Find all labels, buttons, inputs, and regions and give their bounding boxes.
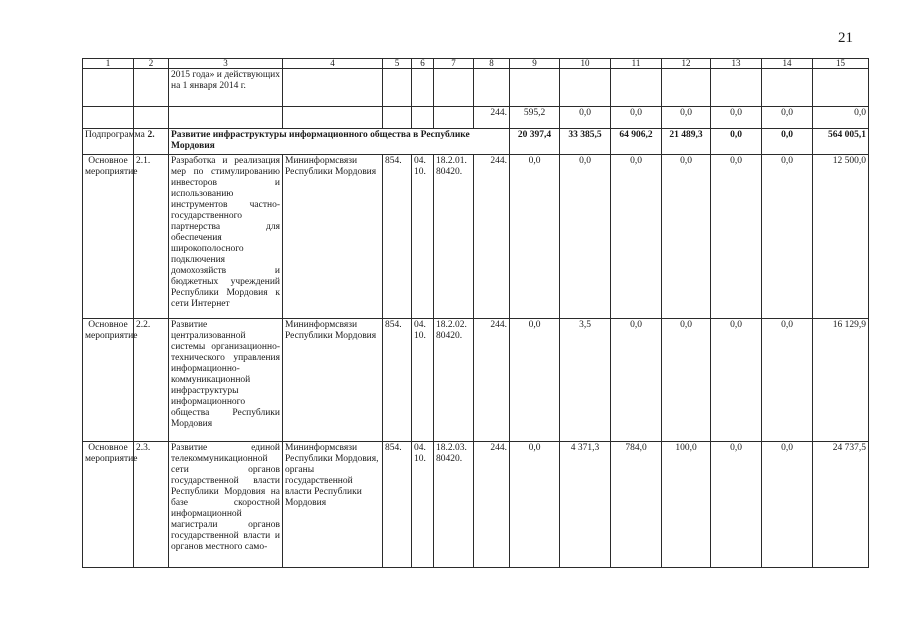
subprogram-type: Подпрограмма (83, 129, 134, 155)
sum-row (83, 107, 869, 129)
row-csr: 18.2.02. 80420. (434, 319, 474, 441)
row-name: Развитие единой телекоммуникационной сети органов государственной власти Республики Мордовия на базе скоростной информационной магистрали органов государственной власти и органов местного само- (169, 441, 283, 567)
row-value: 3,5 (560, 319, 611, 441)
header-cell: 7 (434, 59, 474, 69)
row-grbs: 854. (383, 441, 412, 567)
row-value: 0,0 (611, 319, 662, 441)
row-value: 0,0 (510, 441, 560, 567)
row-type: Основное мероприятие (83, 155, 134, 319)
page-number: 21 (838, 30, 853, 46)
header-cell: 9 (510, 59, 560, 69)
header-cell: 10 (560, 59, 611, 69)
header-cell: 12 (662, 59, 711, 69)
row-grbs: 854. (383, 155, 412, 319)
header-cell: 5 (383, 59, 412, 69)
header-cell: 14 (762, 59, 813, 69)
sum-vr: 244. (474, 107, 510, 129)
row-value: 784,0 (611, 441, 662, 567)
subprogram-row (83, 129, 869, 155)
subprogram-value: 0,0 (711, 129, 762, 155)
header-cell: 11 (611, 59, 662, 69)
row-vr: 244. (474, 319, 510, 441)
sum-value: 0,0 (762, 107, 813, 129)
sum-value: 595,2 (510, 107, 560, 129)
subprogram-name: Развитие инфраструктуры информационного общества в Республике Мордовия (169, 129, 510, 155)
subprogram-value: 33 385,5 (560, 129, 611, 155)
row-grbs: 854. (383, 319, 412, 441)
row-value: 0,0 (510, 319, 560, 441)
header-cell: 13 (711, 59, 762, 69)
row-type: Основное мероприятие (83, 319, 134, 441)
row-value: 16 129,9 (813, 319, 869, 441)
continuation-text: 2015 года» и действующих на 1 января 2014 г. (169, 69, 283, 107)
sum-value: 0,0 (611, 107, 662, 129)
row-value: 4 371,3 (560, 441, 611, 567)
row-executor: Мининформсвязи Республики Мордовия (283, 319, 383, 441)
table-row (83, 155, 869, 319)
subprogram-value: 564 005,1 (813, 129, 869, 155)
header-cell: 2 (134, 59, 169, 69)
row-value: 0,0 (662, 155, 711, 319)
table-row (83, 441, 869, 567)
row-value: 0,0 (762, 441, 813, 567)
row-value: 0,0 (662, 319, 711, 441)
row-vr: 244. (474, 155, 510, 319)
sum-value: 0,0 (662, 107, 711, 129)
row-value: 0,0 (611, 155, 662, 319)
subprogram-value: 20 397,4 (510, 129, 560, 155)
row-csr: 18.2.03. 80420. (434, 441, 474, 567)
row-rzpr: 04. 10. (412, 441, 434, 567)
continuation-row (83, 69, 869, 107)
row-num: 2.3. (134, 441, 169, 567)
sum-value: 0,0 (711, 107, 762, 129)
row-type: Основное мероприятие (83, 441, 134, 567)
row-rzpr: 04. 10. (412, 155, 434, 319)
subprogram-num: 2. (134, 129, 169, 155)
sum-value: 0,0 (813, 107, 869, 129)
row-vr: 244. (474, 441, 510, 567)
header-row (83, 59, 869, 69)
header-cell: 3 (169, 59, 283, 69)
budget-table (82, 58, 869, 568)
subprogram-value: 0,0 (762, 129, 813, 155)
row-value: 12 500,0 (813, 155, 869, 319)
row-value: 0,0 (560, 155, 611, 319)
row-value: 0,0 (510, 155, 560, 319)
row-value: 0,0 (711, 155, 762, 319)
row-executor: Мининформсвязи Республики Мордовия, органы государственной власти Республики Мордовия (283, 441, 383, 567)
row-csr: 18.2.01. 80420. (434, 155, 474, 319)
row-value: 0,0 (711, 441, 762, 567)
row-num: 2.1. (134, 155, 169, 319)
subprogram-value: 21 489,3 (662, 129, 711, 155)
row-num: 2.2. (134, 319, 169, 441)
row-rzpr: 04. 10. (412, 319, 434, 441)
row-value: 24 737,5 (813, 441, 869, 567)
row-value: 0,0 (762, 319, 813, 441)
header-cell: 15 (813, 59, 869, 69)
header-cell: 4 (283, 59, 383, 69)
sum-value: 0,0 (560, 107, 611, 129)
row-value: 100,0 (662, 441, 711, 567)
header-cell: 6 (412, 59, 434, 69)
subprogram-value: 64 906,2 (611, 129, 662, 155)
row-executor: Мининформсвязи Республики Мордовия (283, 155, 383, 319)
table-row (83, 319, 869, 441)
header-cell: 1 (83, 59, 134, 69)
row-value: 0,0 (762, 155, 813, 319)
row-name: Развитие централизованной системы организационно-технического управления информационно-коммуникационной инфраструктуры информационного общества Республики Мордовия (169, 319, 283, 441)
header-cell: 8 (474, 59, 510, 69)
row-name: Разработка и реализация мер по стимулированию инвесторов и использованию инструментов частно-государственного партнерства для обеспечения широкополосного подключения домохозяйств и бюджетных учреждений Республики Мордовия к сети Интернет (169, 155, 283, 319)
row-value: 0,0 (711, 319, 762, 441)
